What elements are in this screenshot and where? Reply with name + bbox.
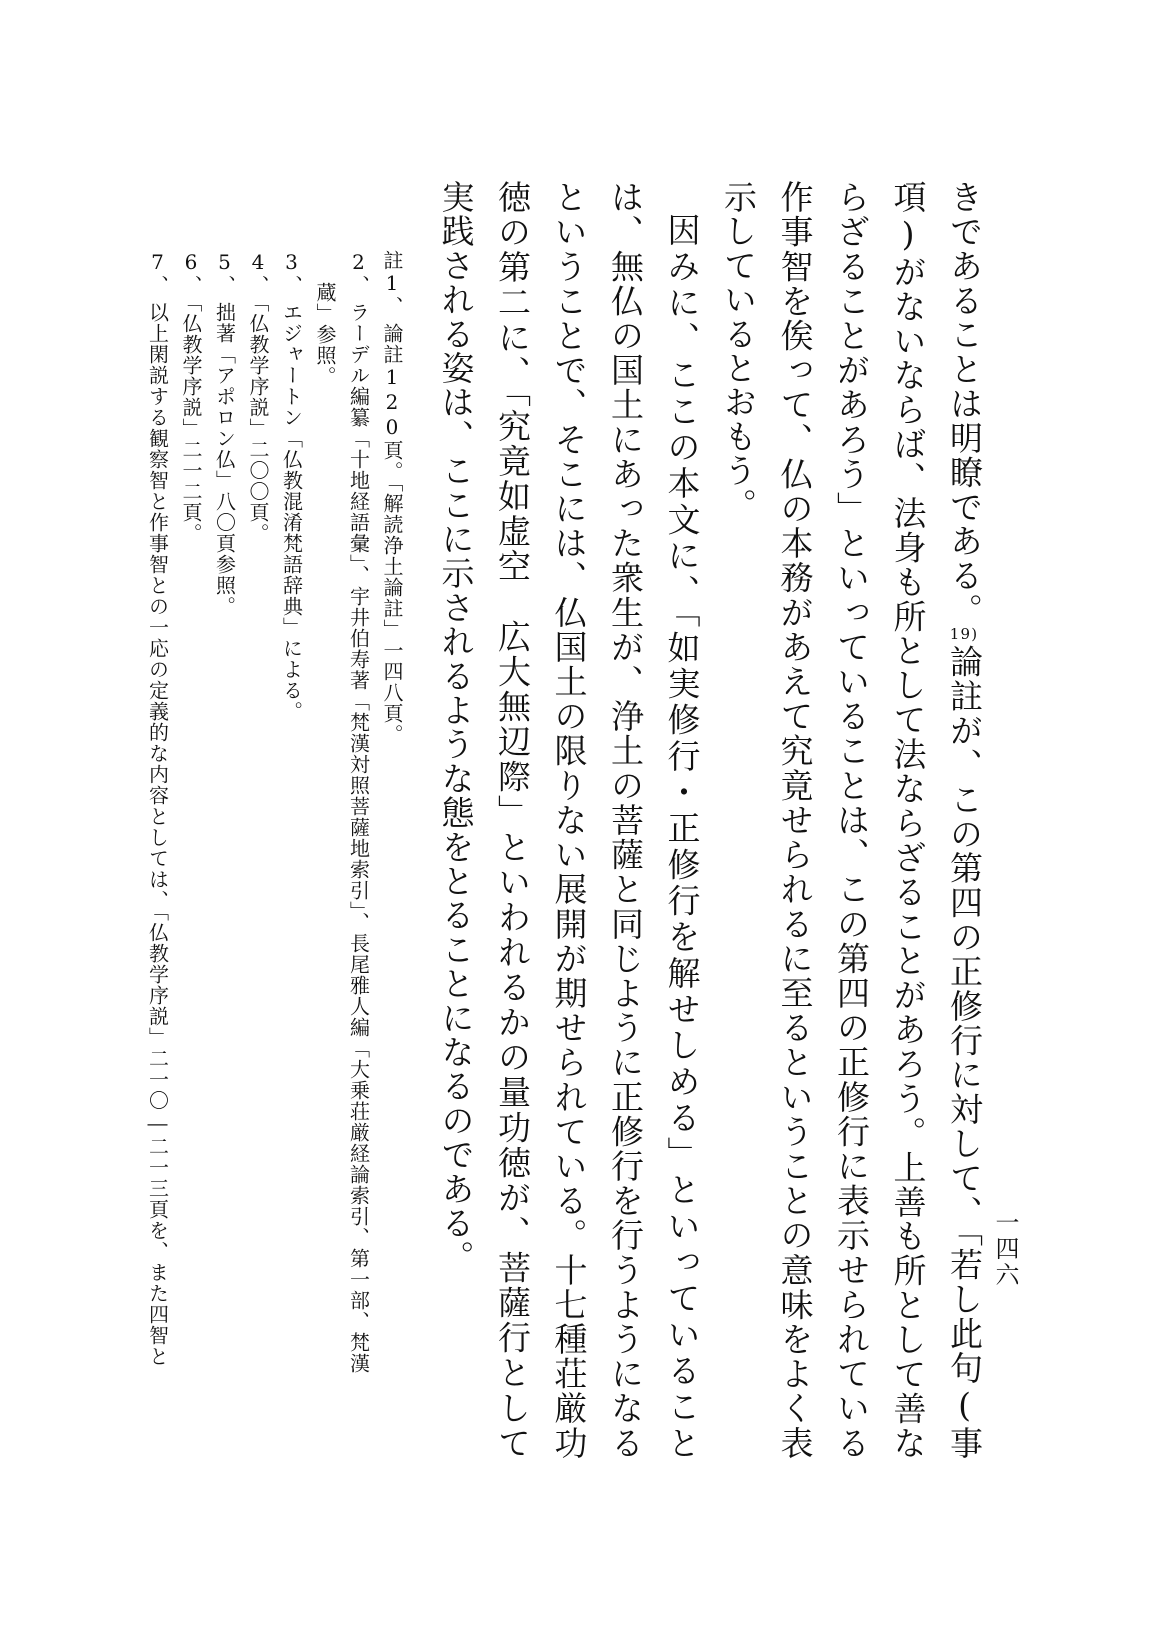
- footnote-marker: 註1、: [380, 250, 404, 317]
- note-reference: 19): [949, 625, 979, 644]
- footnote: [375, 250, 409, 1470]
- footnote-marker: 6、: [179, 250, 203, 296]
- footnote-marker: 7、: [145, 250, 170, 296]
- paragraph-text: 論註が、この第四の正修行に対して、「若し此句(事項)がないならば、法身も所として法ならざることがあろう。上善も所として善ならざることがあろう」といっていることは、この第四の正修行に表示せられている作事智を俟って、仏の本務があえて究竟せられるに至るということの意味をよく表示しているとおもう。: [719, 180, 984, 1460]
- footnote: [174, 250, 208, 1470]
- footnote: [241, 250, 275, 1470]
- footnote-text: エジャートン「仏教混淆梵語辞典」による。: [279, 302, 304, 722]
- paragraph-text: きであることは明瞭である。: [945, 180, 984, 628]
- footnote-marker: 3、: [279, 250, 304, 296]
- footnote-text: ラーデル編纂「十地経語彙」、宇井伯寿著「梵漢対照菩薩地索引」、長尾雅人編「大乗荘厳経論索引、第一部、梵漢: [346, 302, 371, 1374]
- footnote-text: 「仏教学序説」二一二頁。: [179, 302, 203, 544]
- footnotes: [140, 250, 408, 1470]
- footnote-text: 拙著「アポロン仏」八〇頁参照。: [212, 302, 237, 617]
- footnote-text: 以上閑説する観察智と作事智との一応の定義的な内容としては、「仏教学序説」二一〇―二一三頁を、また四智と: [145, 302, 170, 1367]
- page-number: 一四六: [991, 1210, 1019, 1288]
- paragraph: [710, 180, 993, 1460]
- footnote: [207, 250, 241, 1470]
- footnote-text: 「仏教学序説」二〇〇頁。: [246, 302, 270, 544]
- footnote: [274, 250, 308, 1470]
- footnote: [308, 250, 342, 1470]
- footnote-text: 論註120頁。「解読浄土論註」一四八頁。: [380, 323, 404, 745]
- footnote: [140, 250, 174, 1470]
- footnote-marker: 4、: [246, 250, 270, 296]
- footnote: [341, 250, 375, 1470]
- footnote-marker: 5、: [212, 250, 237, 296]
- footnote-marker: 2、: [346, 250, 371, 296]
- main-text: [427, 180, 992, 1460]
- footnote-text: 蔵」参照。: [313, 282, 337, 387]
- paragraph: 因みに、ここの本文に、「如実修行・正修行を解せしめる」といっていることは、無仏の国土にあった衆生が、浄土の菩薩と同じように正修行を行うようになるということで、そこには、仏国土の限りない展開が期せられている。十七種荘厳功徳の第二に、「究竟如虚空 広大無辺際」といわれるかの量功徳が、菩薩行として実践される姿は、ここに示されるような態をとることになるのである。: [436, 180, 702, 1460]
